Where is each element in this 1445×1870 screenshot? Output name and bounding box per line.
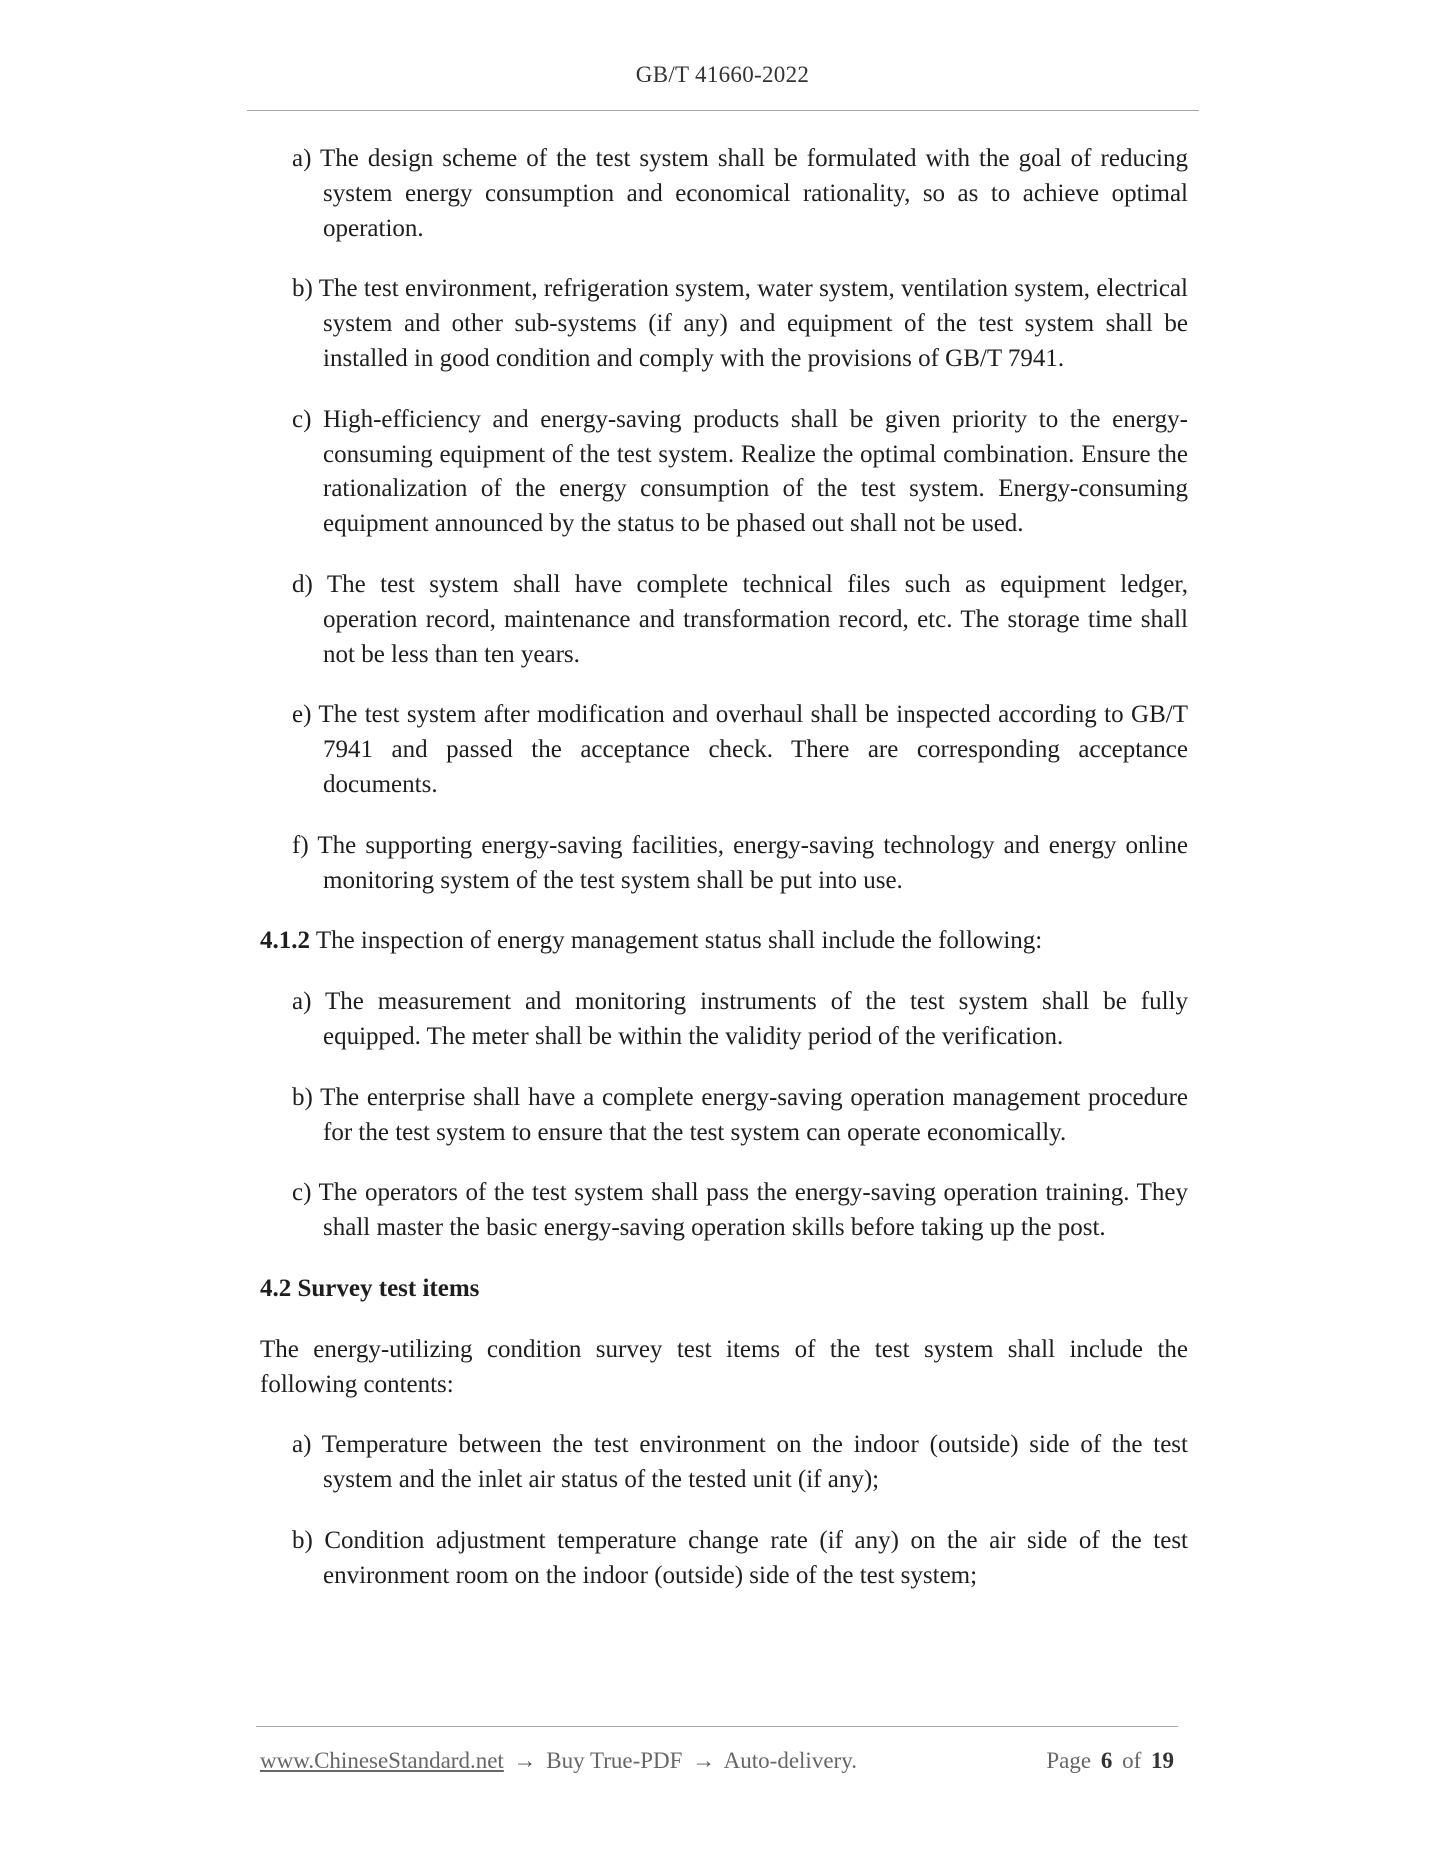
list-item-text: Condition adjustment temperature change rate (if any) on the air side of the test environment room on the indoor (outside) side of the test system;	[323, 1526, 1189, 1589]
list-marker: b)	[292, 1083, 313, 1111]
list-item-text: The supporting energy-saving facilities, energy-saving technology and energy online monitoring system of the test system shall be put into use.	[317, 831, 1188, 894]
page-of: of	[1122, 1748, 1142, 1773]
list-item	[292, 1081, 1188, 1151]
document-header	[0, 62, 1445, 88]
list-b	[260, 985, 1188, 1246]
list-item	[292, 1524, 1188, 1594]
page-content	[260, 142, 1188, 1620]
list-item	[292, 1176, 1188, 1246]
list-item	[292, 568, 1188, 672]
page-label: Page	[1046, 1748, 1092, 1773]
list-marker: c)	[292, 1179, 312, 1207]
list-item-text: High-efficiency and energy-saving products shall be given priority to the energy-consuming equipment of the test system. Realize the optimal combination. Ensure the rationalization of the energy consumption of the test system. Energy-consuming equipment announced by the status to be phased out shall not be used.	[323, 405, 1188, 538]
buy-text: Buy True-PDF	[546, 1748, 683, 1773]
arrow-right-icon: →	[692, 1748, 716, 1773]
clause-4-1-2	[260, 924, 1188, 959]
page-number	[1046, 1748, 1178, 1774]
list-item	[292, 1428, 1188, 1498]
page-total: 19	[1151, 1748, 1174, 1773]
section-intro: The energy-utilizing condition survey test items of the test system shall include the following contents:	[260, 1335, 1188, 1398]
list-item	[292, 272, 1188, 376]
list-item-text: Temperature between the test environment on the indoor (outside) side of the test system and the inlet air status of the tested unit (if any);	[321, 1431, 1188, 1494]
list-item	[292, 985, 1188, 1055]
list-item-text: The test system shall have complete technical files such as equipment ledger, operation record, maintenance and transformation record, etc. The storage time shall not be less than ten years.	[323, 570, 1188, 668]
list-item-text: The operators of the test system shall pass the energy-saving operation training. They shall master the basic energy-saving operation skills before taking up the post.	[318, 1179, 1188, 1242]
list-item	[292, 698, 1188, 802]
list-marker: a)	[292, 145, 312, 172]
list-item-text: The measurement and monitoring instruments of the test system shall be fully equipped. The meter shall be within the validity period of the verification.	[323, 988, 1188, 1050]
page-footer	[260, 1748, 1178, 1782]
clause-number: 4.1.2	[260, 927, 310, 955]
delivery-text: Auto-delivery.	[723, 1748, 857, 1773]
list-item	[292, 142, 1188, 246]
list-item-text: The test system after modification and overhaul shall be inspected according to GB/T 7941 and passed the acceptance check. There are corresponding acceptance documents.	[318, 701, 1188, 798]
footer-promo	[260, 1748, 857, 1774]
list-marker: b)	[292, 1526, 313, 1554]
list-item	[292, 829, 1188, 899]
list-item-text: The design scheme of the test system shall be formulated with the goal of reducing system energy consumption and economical rationality, so as to achieve optimal operation.	[320, 145, 1188, 242]
list-item-text: The test environment, refrigeration system, water system, ventilation system, electrical system and other sub-systems (if any) and equipment of the test system shall be installed in good condition and comply with the provisions of GB/T 7941.	[318, 275, 1188, 372]
list-marker: d)	[292, 570, 313, 598]
list-marker: a)	[292, 1431, 312, 1459]
arrow-right-icon: →	[513, 1748, 537, 1773]
list-marker: a)	[292, 988, 312, 1016]
page-current: 6	[1100, 1748, 1113, 1773]
list-c	[260, 1428, 1188, 1593]
list-marker: f)	[292, 831, 309, 859]
list-marker: c)	[292, 405, 312, 433]
section-heading: 4.2 Survey test items	[260, 1274, 480, 1302]
clause-text: The inspection of energy management status shall include the following:	[315, 927, 1043, 955]
list-item-text: The enterprise shall have a complete energy-saving operation management procedure for the test system to ensure that the test system can operate economically.	[320, 1083, 1188, 1146]
header-divider	[247, 110, 1199, 111]
list-a	[260, 142, 1188, 898]
site-link[interactable]: www.ChineseStandard.net	[260, 1748, 504, 1773]
list-item	[292, 403, 1188, 542]
list-marker: e)	[292, 701, 312, 729]
footer-divider	[256, 1726, 1178, 1727]
list-marker: b)	[292, 275, 313, 303]
standard-code: GB/T 41660-2022	[635, 62, 810, 87]
